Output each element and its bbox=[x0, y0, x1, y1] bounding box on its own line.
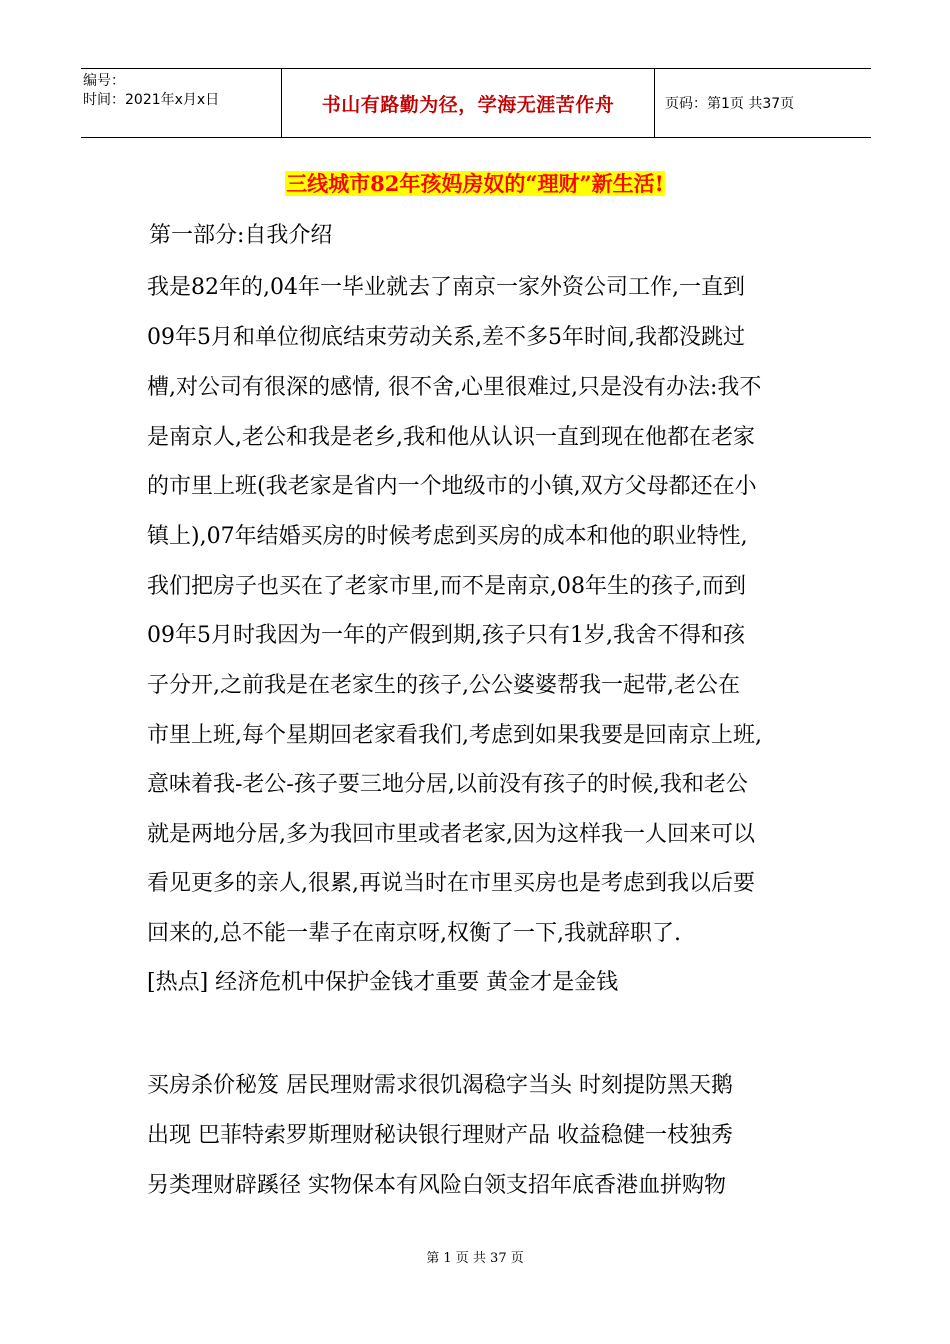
related-links-line: 另类理财辟蹊径 实物保本有风险白领支招年底香港血拼购物 bbox=[147, 1173, 726, 1198]
paragraph-line: 09年5月和单位彻底结束劳动关系,差不多5年时间,我都没跳过 bbox=[147, 325, 745, 350]
paragraph-line: 槽,对公司有很深的感情, 很不舍,心里很难过,只是没有办法:我不 bbox=[147, 375, 762, 400]
time-label: 时间：2021年x月x日 bbox=[83, 92, 220, 108]
paragraph-line: 09年5月时我因为一年的产假到期,孩子只有1岁,我舍不得和孩 bbox=[147, 623, 745, 648]
paragraph-line: 的市里上班(我老家是省内一个地级市的小镇,双方父母都还在小 bbox=[147, 474, 757, 499]
paragraph-line: 意味着我-老公-孩子要三地分居,以前没有孩子的时候,我和老公 bbox=[147, 772, 748, 797]
document-title: 三线城市82年孩妈房奴的“理财”新生活! bbox=[286, 171, 664, 196]
paragraph-line: 我们把房子也买在了老家市里,而不是南京,08年生的孩子,而到 bbox=[147, 574, 746, 599]
number-label: 编号： bbox=[83, 73, 125, 89]
page-footer: 第 1 页 共 37 页 bbox=[426, 1251, 524, 1266]
hot-topics-line: [热点] 经济危机中保护金钱才重要 黄金才是金钱 bbox=[147, 970, 619, 995]
header-meta bbox=[81, 69, 282, 137]
paragraph-line: 就是两地分居,多为我回市里或者老家,因为这样我一人回来可以 bbox=[147, 822, 755, 847]
related-links-line: 买房杀价秘笈 居民理财需求很饥渴稳字当头 时刻提防黑天鹅 bbox=[147, 1073, 733, 1098]
header-page-info: 页码：第1页 共37页 bbox=[665, 96, 795, 112]
document-header bbox=[81, 68, 871, 138]
paragraph-line: 镇上),07年结婚买房的时候考虑到买房的成本和他的职业特性, bbox=[147, 524, 748, 549]
section-heading: 第一部分:自我介绍 bbox=[149, 223, 333, 248]
related-links-line: 出现 巴菲特索罗斯理财秘诀银行理财产品 收益稳健一枝独秀 bbox=[147, 1123, 733, 1148]
paragraph-line: 我是82年的,04年一毕业就去了南京一家外资公司工作,一直到 bbox=[147, 275, 745, 300]
paragraph-line: 看见更多的亲人,很累,再说当时在市里买房也是考虑到我以后要 bbox=[147, 871, 755, 896]
paragraph-line: 市里上班,每个星期回老家看我们,考虑到如果我要是回南京上班, bbox=[147, 723, 762, 748]
header-motto: 书山有路勤为径，学海无涯苦作舟 bbox=[282, 69, 655, 137]
paragraph-line: 回来的,总不能一辈子在南京呀,权衡了一下,我就辞职了. bbox=[147, 921, 681, 946]
paragraph-line: 是南京人,老公和我是老乡,我和他从认识一直到现在他都在老家 bbox=[147, 425, 755, 450]
document-title-wrap bbox=[0, 168, 950, 198]
paragraph-line: 子分开,之前我是在老家生的孩子,公公婆婆帮我一起带,老公在 bbox=[147, 673, 740, 698]
